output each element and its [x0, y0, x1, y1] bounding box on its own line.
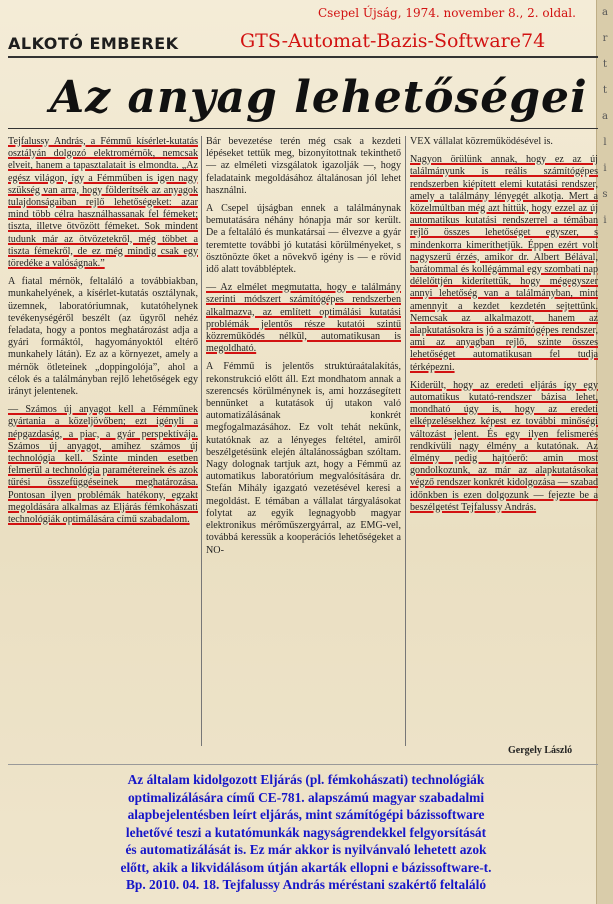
note-line: optimalizálására című CE-781. alapszámú magyar szabadalmi: [127, 789, 485, 805]
paragraph: Bár bevezetése terén még csak a kezdeti lépéseket tettük meg, bizonyítottnak tekinthető — az elméleti vizsgálatok igazolják —, hogy feladataink megoldásához általánosan jól lehet használni.: [206, 136, 401, 196]
rail-letter: a: [602, 111, 608, 122]
rail-letter: t: [602, 59, 608, 70]
paragraph: A Csepel újságban ennek a találmánynak bemutatására néhány hónapja már sor került. De a feltaláló és munkatársai — élvezve a gyár teremtette további jó kutatási körülményeket, s ösztönözte őket a növekvő igény is — e rövid idő alatt továbbléptek.: [206, 203, 401, 276]
rail-letter: t: [602, 85, 608, 96]
paragraph: — Az elmélet megmutatta, hogy e találmány szerinti módszert számítógépes rendszerben alkalmazva, az említett optimálási kutatási problémák jelentős része kutatói szintű közreműködés nélkül, automatikusan is megoldható.: [206, 282, 401, 355]
article-column-1: [8, 136, 198, 752]
note-line: Az általam kidolgozott Eljárás (pl. fémkohászati) technológiák: [127, 772, 485, 787]
paragraph: A fiatal mérnök, feltaláló a továbbiakban, munkahelyének, a kísérlet-kutatás osztálynak, üzemnek, laboratóriumnak, kutatóhelynek tevékenységéről beszélt (az ügyről nehéz feladata, hogy a pontos meghatározást adja a gyári formáktól, hagyományoktól eltérő munkahely látán). Ez az a környezet, amely a mérnök ötleteinek „doppingolója”, ahol a célok és a találmányban rejlő lehetőségek egy irányt jelentenek.: [8, 276, 198, 398]
note-rule: [8, 764, 598, 765]
note-line: előtt, akik a likvidálásom útján akarták ellopni e bázissoftware-t.: [120, 859, 492, 875]
note-line: Bp. 2010. 04. 18. Tejfalussy András méréstani szakértő feltaláló: [125, 877, 487, 892]
paragraph: — Számos új anyagot kell a Fémműnek gyártania a közeljövőben; ezt igényli a népgazdaság, a piac, a gyár perspektívája. Számos új anyagot, amihez számos új technológia kell. Szinte minden esetben felmerül a technológia paramétereinek és azok tűrési összefüggéseinek meghatározása. Pontosan ilyen problémák hatékony, egzakt megoldására alkalmas az Eljárás fémkohászati technológiák optimálására című szabadalom.: [8, 404, 198, 526]
rail-letter: r: [602, 33, 608, 44]
annotation-code: GTS-Automat-Bazis-Software74: [240, 30, 546, 52]
note-line: lehetővé teszi a kutatómunkák nagyságrendekkel felgyorsítását: [125, 824, 487, 840]
adjacent-column-strip: [596, 0, 613, 904]
article-column-2: [206, 136, 401, 748]
handwritten-annotation: [6, 771, 606, 894]
rail-letter: i: [603, 163, 607, 174]
note-line: alapbejelentésben leírt eljárás, mint számítógépi bázissoftware: [127, 807, 485, 822]
article-column-3: [410, 136, 598, 748]
note-line: és automatizálását is. Ez már akkor is nyilvánvaló lehetett azok: [125, 842, 487, 857]
section-heading: ALKOTÓ EMBEREK: [8, 34, 179, 53]
rail-letter: a: [602, 7, 608, 18]
column-divider: [201, 136, 202, 746]
article-author: Gergely László: [508, 745, 573, 756]
paragraph: A Fémmű is jelentős struktúraátalakítás, rekonstrukció előtt áll. Ezt mondhatom annak a szerencsés körülménynek is, ami hozzásegített bennünket a kutatások új utakon való automatizálásának konkrét megfogalmazásához. Ez volt tehát nekünk, kutatóknak az a lényeges feltétel, amiről beszélgetésünk elején általánosságban szóltam. Nagy dolognak tartjuk azt, hogy a Fémmű az automatikus laboratórium megvalósítására dr. Stefán Mihály igazgató vezetésével keresi a megoldást. E témában a vállalat tárgyalásokat folytat az egyik legnagyobb magyar elektronikus mérőműszergyárral, az EMG-vel, továbbá keressük a kooperációs lehetőségeket a NO-: [206, 361, 401, 556]
rail-letter: s: [602, 189, 608, 200]
rail-letter: l: [603, 137, 607, 148]
paragraph: VEX vállalat közreműködésével is.: [410, 136, 553, 147]
paragraph: Tejfalussy András, a Fémmű kísérlet-kutatás osztályán dolgozó elektromérnök, nemcsak elveit, hanem a tapasztalatait is elmondta. „Az egész világon, így a Fémműben is igen nagy szükség van arra, hogy földerítsék az anyagok tulajdonságaiban rejlő lehetőségeket: azar mind több célra használhassanak fel fémeket; tiszta, illetve ötvözött fémeket. Sok mindent tudunk már az ötvözetekről, még többet a tiszta fémekről, de ez még mindig csak egy töredéke a valóságnak.”: [8, 136, 198, 270]
rail-letter: i: [603, 215, 607, 226]
top-rule: [8, 56, 598, 58]
column-divider: [405, 136, 406, 746]
title-rule: [8, 128, 598, 129]
paragraph: Kiderült, hogy az eredeti eljárás így egy automatikus kutató-rendszer bázisa lehet, mondható úgy is, hogy az eredeti elképzelésekhez képest ez további minőségi változást jelent. És egy ilyen felismerés rendkívüli nagy élmény a kutatónak. Az élmény pedig hajtóerő: amin most gondolkozunk, az már az alapkutatásokat végző rendszer konkrét kidolgozása — szabad időnkben is ezen dolgozunk — fejezte be a beszélgetést Tejfalussy András.: [410, 379, 598, 513]
article-title: Az anyag lehetőségei: [50, 72, 588, 123]
source-citation: Csepel Újság, 1974. november 8., 2. oldal.: [318, 6, 576, 20]
paragraph: Nagyon örülünk annak, hogy ez az új találmányunk is reális számítógépes rendszerben kiépített elemi kutatási rendszer, amely a találmány lényegét alkotja. Mert a közelmúltban még azt hittük, hogy ezzel az új automatikus kutatási rendszerrel a témában rejlő összes lehetőséget egyszer, s mindenkorra kimeríthetjük. Éppen ezért volt nagyszerű érzés, amikor dr. Albert Bélával, barátommal és kollégámmal egy szombati nap délelőttjén kiderítettük, hogy mégegyszer annyi lehetőség van a találmányban, mint amennyit a kezdet kezdetén sejtettünk. Nemcsak az alkalmazott, hanem az alapkutatásokra is jó a számítógépes rendszer, ami az anyagban rejlő, szinte összes lehetőséget automatikusan fel tudja térképezni.: [410, 154, 598, 373]
